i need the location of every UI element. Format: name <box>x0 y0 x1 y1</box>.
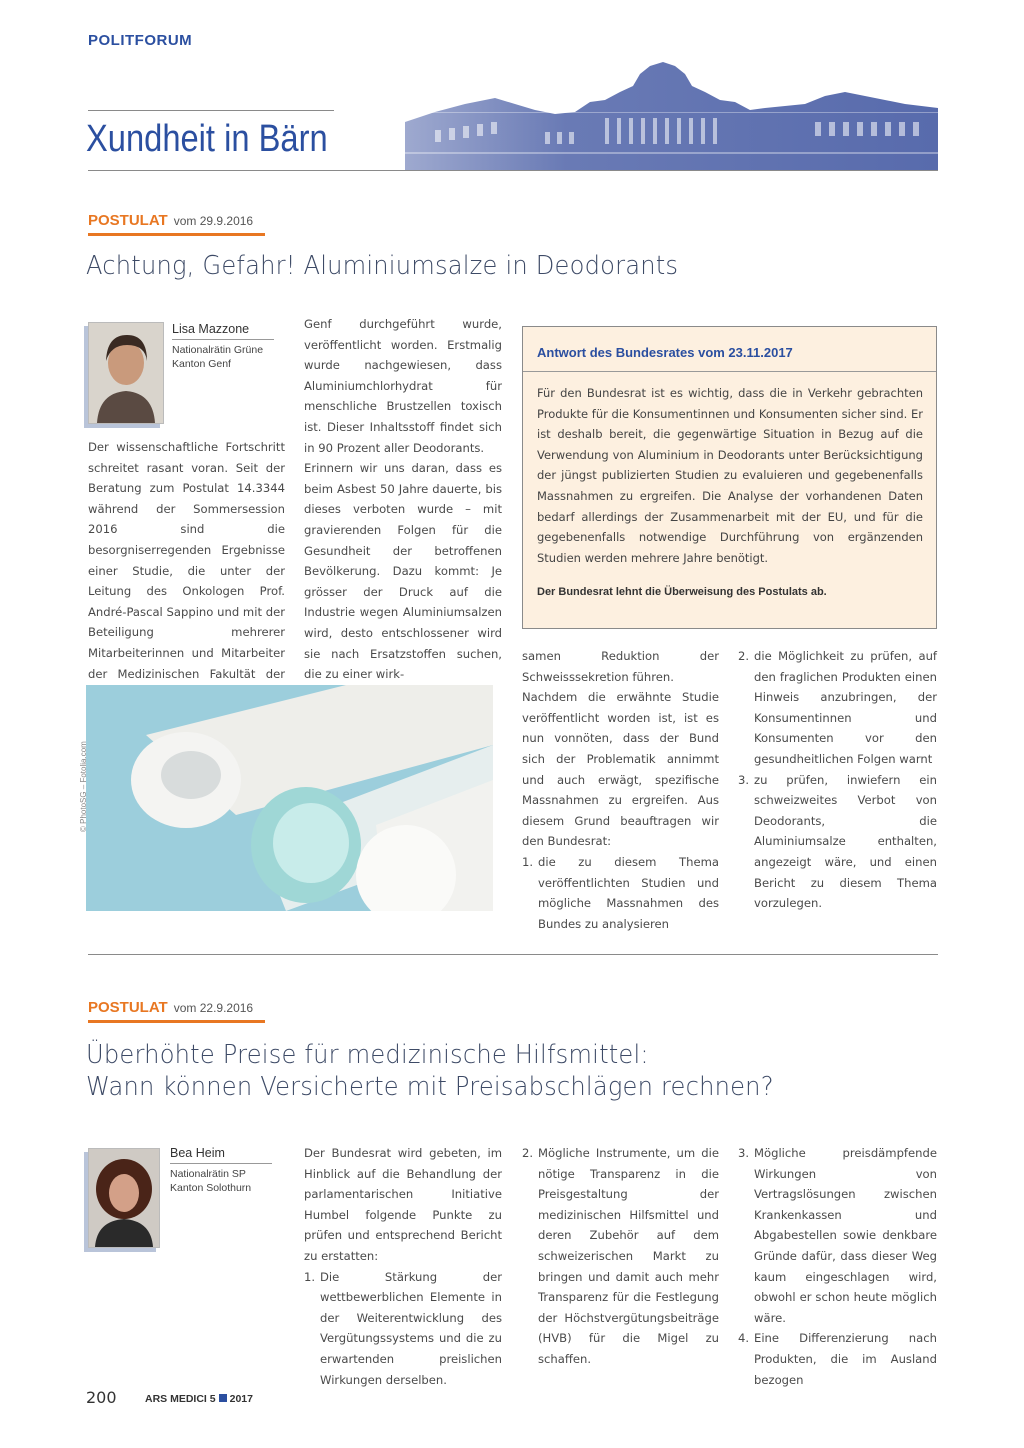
portrait-icon <box>89 1149 159 1247</box>
magazine-footer <box>145 1393 253 1405</box>
author-info-mazzone <box>172 322 282 371</box>
article2-tag-line <box>88 997 253 1016</box>
section-label: POLITFORUM <box>88 32 193 49</box>
answer-title: Antwort des Bundesrates vom 23.11.2017 <box>537 345 793 360</box>
article1-tag-underline <box>88 233 265 236</box>
article2-tag-underline <box>88 1020 265 1023</box>
author-photo-mazzone <box>88 322 164 424</box>
list-item: 3. Mögliche preisdämpfende Wirkungen von Vertragslösungen zwischen Krankenkassen und Abgabestellen sowie denkbare Gründe dafür, dass dieser Weg kaum eingeschlagen wird, obwohl er schon heute möglich wäre. <box>738 1146 937 1325</box>
article1-tag-line <box>88 210 253 229</box>
article1-col1-text: Der wissenschaftliche Fortschritt schreitet rasant voran. Seit der Beratung zum Postulat 14.3344 während der Sommersession 2016 sind die besorgniserregenden Ergebnisse einer Studie, die unter der Leitung des Onkologen Prof. André-Pascal Sappino und mit der Beteiligung mehrerer Mitarbeiterinnen und Mitarbeiter der Medizinischen Fakultät der <box>88 440 285 681</box>
author-info-heim <box>170 1146 280 1195</box>
federal-council-answer-box <box>522 326 937 629</box>
page-number: 200 <box>86 1388 117 1407</box>
article1-col2-text: Genf durchgeführt wurde, veröffentlicht worden. Erstmalig wurde nachgewiesen, dass Aluminiumchlorhydrat für menschliche Brustzellen toxisch ist. Dieser Inhaltsstoff findet sich in 90 Prozent aller Deodorants. <box>304 317 502 455</box>
list-item: 1. die zu diesem Thema veröffentlichten Studien und mögliche Massnahmen des Bundes zu analysieren <box>522 854 719 931</box>
portrait-icon <box>89 323 163 423</box>
article1-list-a <box>522 852 719 934</box>
article2-list-b <box>522 1143 719 1370</box>
list-item: 4. Eine Differenzierung nach Produkten, die im Ausland bezogen <box>738 1331 937 1387</box>
author-rule <box>170 1163 272 1164</box>
article2-date: vom 22.9.2016 <box>173 1001 254 1015</box>
magazine-issue: 5 <box>209 1393 216 1405</box>
author-name: Lisa Mazzone <box>172 322 250 336</box>
list-item: 1. Die Stärkung der wettbewerblichen Elemente in der Weiterentwicklung des Vergütungssystems und die zu erwartenden preislichen Wirkungen derselben. <box>304 1269 502 1387</box>
author-canton: Kanton Genf <box>172 357 231 370</box>
article2-headline-line2: Wann können Versicherte mit Preisabschlägen rechnen? <box>86 1072 774 1102</box>
article1-date: vom 29.9.2016 <box>173 214 254 228</box>
article1-headline: Achtung, Gefahr! Aluminiumsalze in Deodorants <box>86 251 679 281</box>
article1-column1 <box>88 437 285 705</box>
author-role: Nationalrätin Grüne <box>172 344 264 356</box>
article1-col3a-text: samen Reduktion der Schweisssekretion führen. <box>522 649 719 684</box>
header-rule-bottom <box>88 170 938 171</box>
article1-column3 <box>522 646 719 934</box>
author-name: Bea Heim <box>170 1146 225 1160</box>
author-role: Nationalrätin SP <box>170 1168 246 1180</box>
parliament-building-illustration <box>405 52 938 170</box>
article2-column4 <box>738 1143 937 1390</box>
article-separator <box>88 954 938 955</box>
photo-credit: © PhotoSG – Fotolia.com <box>79 741 88 832</box>
column-title: Xundheit in Bärn <box>86 118 328 160</box>
article1-column4 <box>738 646 937 914</box>
header-rule-top <box>88 110 334 111</box>
list-item: 2. Mögliche Instrumente, um die nötige Transparenz in die Preisgestaltung der medizinischen Hilfsmittel und deren Zubehör auf dem schweizerischen Markt zu bringen und damit auch mehr Transparenz für die Festlegung der Höchstvergütungsbeiträge (HVB) für die Migel zu schaffen. <box>522 1146 719 1366</box>
square-icon <box>219 1394 227 1402</box>
author-canton: Kanton Solothurn <box>170 1181 252 1194</box>
article1-col2b-text: Erinnern wir uns daran, dass es beim Asbest 50 Jahre dauerte, bis dieses verboten wurde – mit gravierenden Folgen für die Gesundheit der betroffenen Bevölkerung. Dazu kommt: Je grösser der Druck auf die Industrie wegen Aluminiumsalzen wird, desto entschlossener wird sie nach Ersatzstoffen suchen, die zu einer wirk- <box>304 461 502 682</box>
article2-list-c <box>738 1143 937 1390</box>
article1-column2 <box>304 314 502 685</box>
magazine-name: ARS MEDICI <box>145 1393 207 1405</box>
author-rule <box>172 339 274 340</box>
article2-column3 <box>522 1143 719 1370</box>
article2-intro: Der Bundesrat wird gebeten, im Hinblick auf die Behandlung der parlamentarischen Initiative Humbel folgende Punkte zu prüfen und entsprechend Bericht zu erstatten: <box>304 1146 502 1263</box>
article2-headline-line1: Überhöhte Preise für medizinische Hilfsmittel: <box>86 1040 649 1070</box>
answer-text: Für den Bundesrat ist es wichtig, dass die in Verkehr gebrachten Produkte für die Konsumentinnen und Konsumenten sicher sind. Er ist deshalb bereit, die gegenwärtige Situation in Bezug auf die Verwendung von Aluminium in Deodorants unter Berücksichtigung der jüngst publizierten Studien zu evaluieren und gegebenenfalls Massnahmen zu ergreifen. Die Analyse der vorhandenen Daten bedarf allerdings der Zusammenarbeit mit der EU, und für die gegebenenfalls notwendige Durchführung von ergänzenden Studien werden mehrere Jahre benötigt. <box>537 386 923 565</box>
list-item: 2. die Möglichkeit zu prüfen, auf den fraglichen Produkten einen Hinweis anzubringen, der Konsumentinnen und Konsumenten vor den gesundheitlichen Folgen warnt <box>738 649 937 766</box>
deodorant-photo <box>86 685 493 911</box>
author-photo-heim <box>88 1148 160 1248</box>
magazine-year: 2017 <box>229 1393 253 1405</box>
answer-conclusion: Der Bundesrat lehnt die Überweisung des Postulats ab. <box>537 586 827 598</box>
article1-list-b <box>738 646 937 914</box>
answer-rule <box>523 371 936 372</box>
article2-tag: POSTULAT <box>88 999 168 1016</box>
list-item: 3. zu prüfen, inwiefern ein schweizweites Verbot von Deodorants, die Aluminiumsalze enthalten, angezeigt wäre, und einen Bericht zu diesem Thema vorzulegen. <box>738 772 937 911</box>
article1-col3b-text: Nachdem die erwähnte Studie veröffentlicht worden ist, ist es nun vonnöten, dass der Bund sich der Problematik annimmt und auch erwägt, spezifische Massnahmen zu ergreifen. Aus diesem Grund beauftragen wir den Bundesrat: <box>522 690 719 849</box>
article1-tag: POSTULAT <box>88 212 168 229</box>
article2-column2 <box>304 1143 502 1390</box>
article2-list-a <box>304 1267 502 1391</box>
